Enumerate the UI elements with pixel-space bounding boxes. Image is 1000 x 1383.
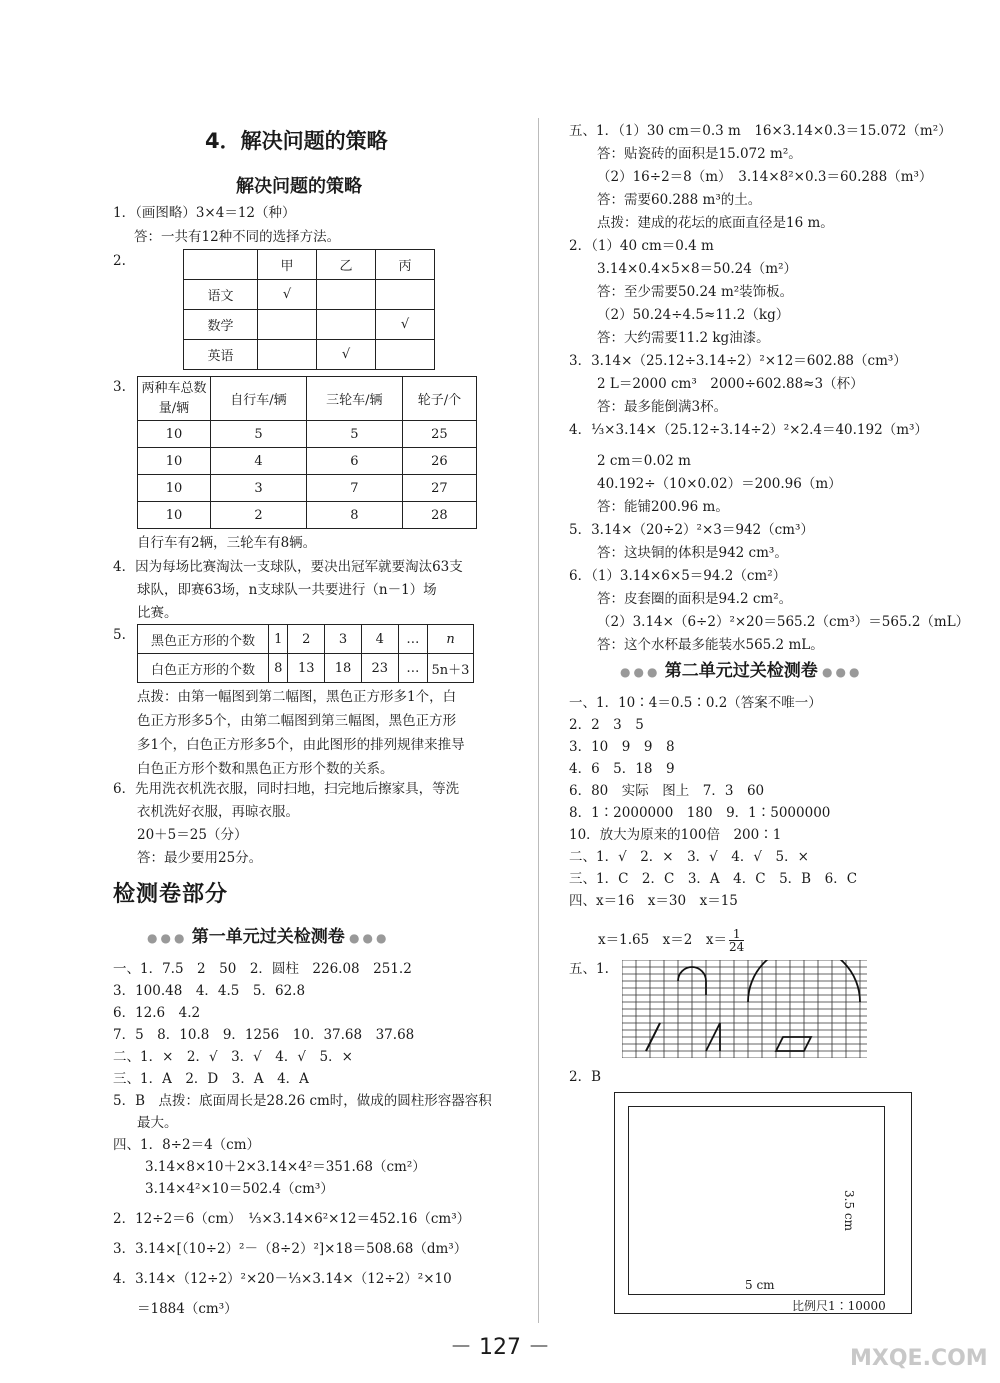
fraction [729,928,744,953]
answer-line: 6．（1）3.14×6×5＝94.2（cm²） [569,568,787,584]
table-cell [376,340,435,370]
left-line: 比赛。 [137,605,178,621]
answer-line: 5．3.14×（20÷2）²×3＝942（cm³） [569,522,814,538]
answer-line: 答：这块铜的体积是942 cm³。 [597,545,788,561]
left-line: 2. [113,253,126,269]
answer-line: （2）16÷2＝8（m） 3.14×8²×0.3＝60.288（m³） [597,169,933,185]
unit1-line: 7．5 8．10.8 9．1256 10．37.68 37.68 [113,1027,415,1043]
unit2-title: 第二单元过关检测卷 [664,661,818,681]
table-cell: 8 [306,502,402,529]
table-cell: 语文 [184,280,258,310]
left-line: 4．因为每场比赛淘汰一支球队，要决出冠军就要淘汰63支 [113,559,463,575]
table-cell: 丙 [376,250,435,280]
left-line: 1．（画图略）3×4＝12（种） [113,205,296,221]
unit1-line: 最大。 [137,1115,178,1131]
table-cell: 自行车/辆 [211,377,307,421]
answer-line: 答：这个水杯最多能装水565.2 mL。 [597,637,824,653]
table-cell: … [398,654,427,683]
decorative-dots-icon: ●●● [147,931,188,945]
table-cell: √ [258,280,317,310]
note-line: 多1个，白色正方形多5个，由此图形的排列规律来推导 [137,737,465,753]
unit2-line: 8．1∶2000000 180 9．1∶5000000 [569,805,831,821]
table-cell: 甲 [258,250,317,280]
answer-line: 答：最多能倒满3杯。 [597,399,728,415]
chapter-title: 4．解决问题的策略 [205,129,388,153]
answer-line: 2 cm＝0.02 m [597,453,691,469]
unit1-title: 第一单元过关检测卷 [191,927,345,947]
table-cell: √ [376,310,435,340]
table-cell: 3 [211,475,307,502]
unit1-line: 3．3.14×[（10÷2）²－（8÷2）²]×18＝508.68（dm³） [113,1241,468,1257]
answer-line: 3.14×0.4×5×8＝50.24（m²） [597,261,798,277]
table-cell: 4 [361,625,398,654]
page-number: － 127 － [450,1335,550,1360]
fraction-denominator: 24 [729,940,745,954]
grid-drawing [622,960,870,1058]
table-cell [376,280,435,310]
unit2-line: 二、1．√ 2．× 3．√ 4．√ 5．× [569,849,809,865]
unit1-line: 一、1．7.5 2 50 2．圆柱 226.08 251.2 [113,961,412,977]
table-cell: 8 [269,654,288,683]
table-cell: 27 [402,475,476,502]
table-cell: … [398,625,427,654]
table-cell: 23 [361,654,398,683]
square-count-table [137,624,474,683]
table-cell [258,340,317,370]
table-cell [317,310,376,340]
table-cell: 数学 [184,310,258,340]
note-line: 色正方形多5个，由第二幅图到第三幅图，黑色正方形 [137,713,457,729]
unit1-line: 三、1．A 2．D 3．A 4．A [113,1071,309,1087]
unit1-line: 3.14×8×10＋2×3.14×4²＝351.68（cm²） [145,1159,426,1175]
left-line: 球队，即赛63场，n支球队一共要进行（n－1）场 [137,582,437,598]
table-cell: 轮子/个 [402,377,476,421]
q2-label: 2．B [569,1069,602,1085]
table-cell: 乙 [317,250,376,280]
unit1-line: 3．100.48 4．4.5 5．62.8 [113,983,306,999]
unit1-line: 5．B 点拨：底面周长是28.26 cm时，做成的圆柱形容器容积 [113,1093,492,1109]
unit1-line: 四、1．8÷2＝4（cm） [113,1137,261,1153]
left-line: 20＋5＝25（分） [137,827,248,843]
table-cell: 3 [325,625,362,654]
table-cell: 2 [288,625,325,654]
answer-line: 点拨：建成的花坛的底面直径是16 m。 [597,215,834,231]
table-cell: 黑色正方形的个数 [138,625,269,654]
table-cell: 28 [402,502,476,529]
rect-height-label: 3.5 cm [842,1190,856,1231]
table-cell: 5n＋3 [428,654,474,683]
fraction-numerator: 1 [729,928,744,941]
table-cell: 10 [138,475,211,502]
decorative-dots-icon: ●●● [349,931,390,945]
unit1-line: 二、1．× 2．√ 3．√ 4．√ 5．× [113,1049,353,1065]
table-cell: 26 [402,448,476,475]
equation-text: x＝1.65 x＝2 x＝ [598,932,727,948]
answer-line: 3．3.14×（25.12÷3.14÷2）²×12＝602.88（cm³） [569,353,907,369]
table-cell [258,310,317,340]
table-cell: 25 [402,421,476,448]
answer-line: 40.192÷（10×0.02）＝200.96（m） [597,476,842,492]
table-cell: 7 [306,475,402,502]
vehicle-table [137,376,477,529]
answer-line: 答：需要60.288 m³的土。 [597,192,762,208]
unit2-line: 三、1．C 2．C 3．A 4．C 5．B 6．C [569,871,858,887]
table-cell: 10 [138,421,211,448]
left-line: 6．先用洗衣机洗衣服，同时扫地，扫完地后擦家具，等洗 [113,781,460,797]
column-divider [538,118,539,1323]
table-cell: 5 [211,421,307,448]
unit1-line: ＝1884（cm³） [137,1301,238,1317]
unit1-line: 2．12÷2＝6（cm） ⅓×3.14×6²×12＝452.16（cm³） [113,1211,471,1227]
answer-line: （2）50.24÷4.5≈11.2（kg） [597,307,790,323]
left-line: 答：一共有12种不同的选择方法。 [134,229,341,245]
answer-line: 答：贴瓷砖的面积是15.072 m²。 [597,146,802,162]
unit2-line: 6．80 实际 图上 7．3 60 [569,783,765,799]
unit2-line: 3．10 9 9 8 [569,739,675,755]
unit1-heading [147,928,389,947]
left-line: 答：最少要用25分。 [137,850,263,866]
unit2-line: 四、x＝16 x＝30 x＝15 [569,893,738,909]
table-cell: 18 [325,654,362,683]
note-line: 白色正方形个数和黑色正方形个数的关系。 [137,761,394,777]
unit2-line: 4．6 5．18 9 [569,761,675,777]
unit2-line: 10．放大为原来的100倍 200∶1 [569,827,782,843]
decorative-dots-icon: ●●● [822,665,863,679]
watermark-text: MXQE.COM [850,1346,988,1371]
table-cell: n [428,625,474,654]
answer-line: 五、1．（1）30 cm＝0.3 m 16×3.14×0.3＝15.072（m²） [569,123,952,139]
section-title: 解决问题的策略 [236,176,362,197]
answer-line: 2．（1）40 cm＝0.4 m [569,238,714,254]
table-cell [184,250,258,280]
answer-line: 2 L＝2000 cm³ 2000÷602.88≈3（杯） [597,376,864,392]
left-line: 5. [113,627,126,643]
answer-line: 答：至少需要50.24 m²装饰板。 [597,284,794,300]
unit1-line: 4．3.14×（12÷2）²×20－⅓×3.14×（12÷2）²×10 [113,1271,452,1287]
unit2-heading [620,662,862,681]
scale-label: 比例尺1∶10000 [792,1299,886,1313]
table-cell: 4 [211,448,307,475]
left-line: 3. [113,379,126,395]
subject-table [183,249,435,370]
q5-label: 五、1. [569,961,609,977]
answer-line: （2）3.14×（6÷2）²×20＝565.2（cm³）＝565.2（mL） [597,614,970,630]
table-cell: 6 [306,448,402,475]
table-cell: 1 [269,625,288,654]
table-cell: 英语 [184,340,258,370]
unit2-line: 一、1．10∶4＝0.5∶0.2（答案不唯一） [569,695,822,711]
table-cell: √ [317,340,376,370]
unit1-line: 3.14×4²×10＝502.4（cm³） [145,1181,334,1197]
decorative-dots-icon: ●●● [620,665,661,679]
answer-line: 答：皮套圈的面积是94.2 cm²。 [597,591,793,607]
table-cell: 两种车总数量/辆 [138,377,211,421]
table-cell: 三轮车/辆 [306,377,402,421]
left-line: 衣机洗好衣服，再晾衣服。 [137,804,299,820]
rect-width-label: 5 cm [745,1278,775,1292]
answer-line: 4．⅓×3.14×（25.12÷3.14÷2）²×2.4＝40.192（m³） [569,422,928,438]
unit1-line: 6．12.6 4.2 [113,1005,201,1021]
table-cell: 白色正方形的个数 [138,654,269,683]
table-cell: 5 [306,421,402,448]
answer-line: 答：大约需要11.2 kg油漆。 [597,330,770,346]
answer-line: 答：能铺200.96 m。 [597,499,729,515]
table-cell: 13 [288,654,325,683]
note-line: 点拨：由第一幅图到第二幅图，黑色正方形多1个，白 [137,689,457,705]
part-title: 检测卷部分 [113,882,229,907]
table-cell [317,280,376,310]
equation-line [598,928,746,953]
table-cell: 10 [138,502,211,529]
table-cell: 10 [138,448,211,475]
unit2-line: 2．2 3 5 [569,717,644,733]
table-cell: 2 [211,502,307,529]
left-line: 自行车有2辆，三轮车有8辆。 [137,535,317,551]
